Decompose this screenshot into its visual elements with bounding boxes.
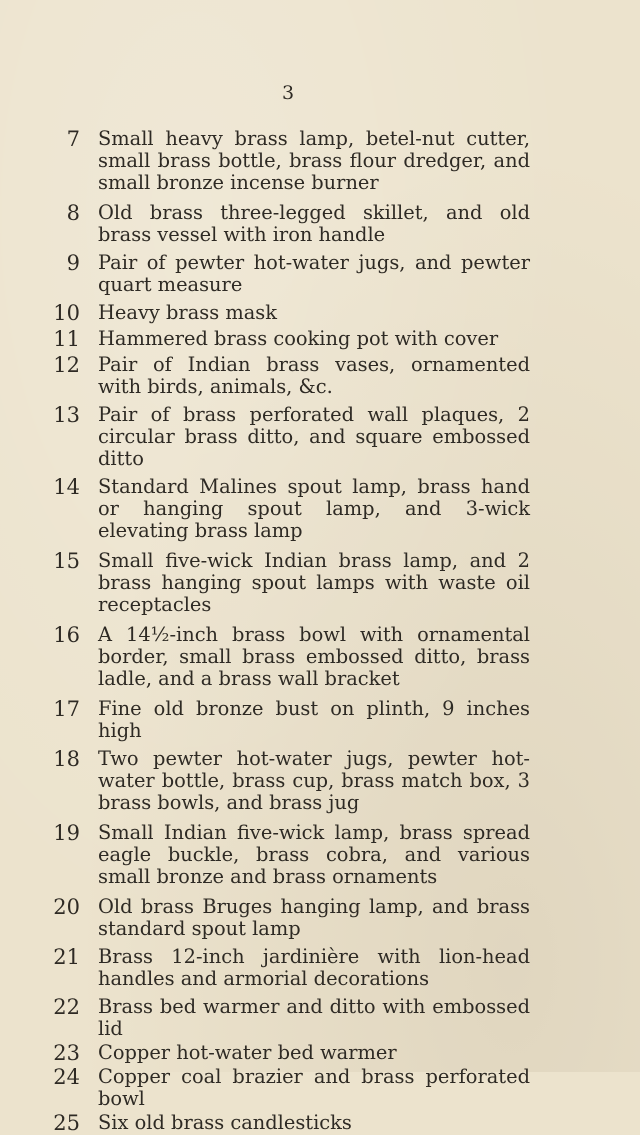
lot-number: 12 [53,353,80,377]
lot-item [0,128,640,194]
lot-number: 19 [53,821,80,845]
lot-item [0,302,640,324]
lot-description: A 14½-inch brass bowl with ornamental border, small brass embossed ditto, brass ladle, and a brass wall bracket [98,623,530,690]
lot-description: Old brass three-legged skillet, and old brass vessel with iron handle [98,201,530,246]
lot-item [0,1112,640,1134]
lot-description: Pair of Indian brass vases, ornamented with birds, animals, &c. [98,353,530,398]
lot-number: 16 [53,623,80,647]
lot-item [0,624,640,690]
lot-item [0,1042,640,1064]
lot-item [0,996,640,1040]
lot-item [0,896,640,940]
lot-number: 23 [53,1041,80,1065]
lot-number: 9 [66,251,80,275]
lot-description: Two pewter hot-water jugs, pewter hot-water bottle, brass cup, brass match box, 3 brass bowls, and brass jug [98,747,530,814]
lot-description: Pair of pewter hot-water jugs, and pewter quart measure [98,251,530,296]
lot-description: Six old brass candlesticks [98,1111,352,1134]
lot-number: 13 [53,403,80,427]
lot-number: 7 [66,127,80,151]
lot-description: Small five-wick Indian brass lamp, and 2 brass hanging spout lamps with waste oil receptacles [98,549,530,616]
lot-item [0,822,640,888]
lot-number: 10 [53,301,80,325]
page-number: 3 [282,82,296,104]
lot-description: Small Indian five-wick lamp, brass spread eagle buckle, brass cobra, and various small bronze and brass ornaments [98,821,530,888]
lot-description: Pair of brass perforated wall plaques, 2 circular brass ditto, and square embossed ditto [98,403,530,470]
lot-description: Small heavy brass lamp, betel-nut cutter, small brass bottle, brass flour dredger, and small bronze incense burner [98,127,530,194]
lot-number: 18 [53,747,80,771]
lot-description: Brass bed warmer and ditto with embossed lid [98,995,530,1040]
lot-description: Fine old bronze bust on plinth, 9 inches high [98,697,530,742]
lot-description: Hammered brass cooking pot with cover [98,327,499,350]
lot-item [0,476,640,542]
lot-description: Old brass Bruges hanging lamp, and brass standard spout lamp [98,895,530,940]
lot-list [0,128,640,1134]
lot-number: 20 [53,895,80,919]
lot-description: Standard Malines spout lamp, brass hand or hanging spout lamp, and 3-wick elevating brass lamp [98,475,530,542]
lot-item [0,946,640,990]
lot-item [0,252,640,296]
lot-number: 14 [53,475,80,499]
lot-number: 17 [53,697,80,721]
lot-item [0,748,640,814]
lot-item [0,202,640,246]
lot-item [0,354,640,398]
lot-item [0,550,640,616]
lot-item [0,1066,640,1110]
lot-item [0,698,640,742]
lot-description: Brass 12-inch jardinière with lion-head handles and armorial decorations [98,945,530,990]
lot-number: 25 [53,1111,80,1135]
lot-description: Heavy brass mask [98,301,277,324]
lot-number: 22 [53,995,80,1019]
lot-number: 11 [53,327,80,351]
lot-item [0,328,640,350]
lot-number: 24 [53,1065,80,1089]
lot-number: 15 [53,549,80,573]
lot-number: 21 [53,945,80,969]
lot-description: Copper hot-water bed warmer [98,1041,397,1064]
lot-number: 8 [66,201,80,225]
lot-description: Copper coal brazier and brass perforated bowl [98,1065,530,1110]
lot-item [0,404,640,470]
